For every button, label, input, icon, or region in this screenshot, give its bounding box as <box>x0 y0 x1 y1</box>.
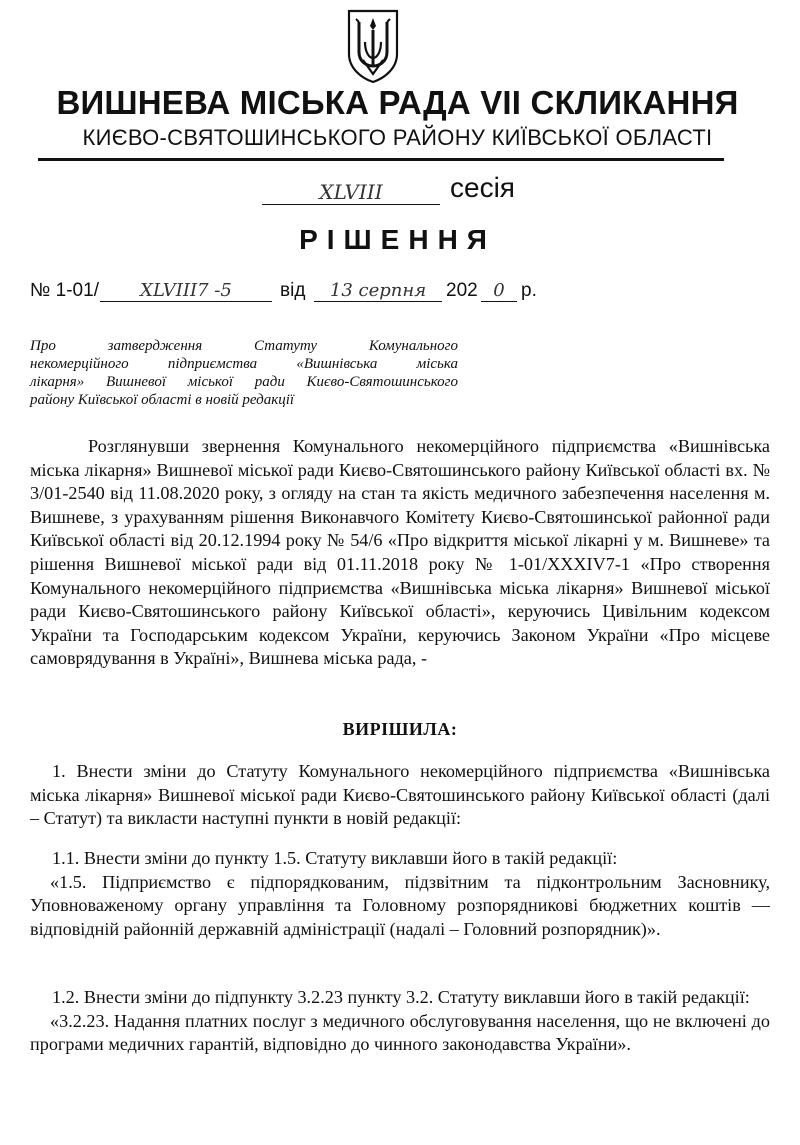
session-label: сесія <box>450 172 515 203</box>
item-1-2-text: 1.2. Внести зміни до підпункту 3.2.23 пункту 3.2. Статуту виклавши його в такій редакції: <box>52 987 750 1007</box>
decision-subject <box>30 337 458 409</box>
header-divider <box>38 158 724 161</box>
preamble <box>30 435 770 671</box>
subject-line: району Київської області в новій редакції <box>30 392 295 408</box>
session-number: XLVIII <box>262 180 440 205</box>
subject-line: некомерційного підприємства «Вишнівська міська <box>30 356 458 372</box>
year-prefix: 202 <box>446 280 478 301</box>
item-1-2 <box>30 986 770 1057</box>
decision-date: 13 серпня <box>314 280 442 302</box>
subject-line: лікарня» Вишневої міської ради Києво-Святошинського <box>30 374 458 390</box>
preamble-text: Розглянувши звернення Комунального некомерційного підприємства «Вишнівська міська лікарня» Вишневої міської ради Києво-Святошинського району Київської області вх. № 3/01-2540 від 11.08.2020 року, з огляду на стан та якість медичного забезпечення населення м. Вишневе, з урахуванням рішення Виконавчого Комітету Києво-Святошинської районної ради Київської області від 20.12.1994 року № 54/6 «Про відкриття міської лікарні у м. Вишневе» та рішення Вишневої міської ради від 01.11.2018 року № 1-01/XXXIV7-1 «Про створення Комунального некомерційного підприємства «Вишнівська міська лікарня» Вишневої міської ради Києво-Святошинського району Київської області», керуючись Цивільним кодексом України та Господарським кодексом України, керуючись Законом України «Про місцеве самоврядування в Україні», Вишнева міська рада, - <box>30 436 770 669</box>
subject-line: Про затвердження Статуту Комунального <box>30 338 458 354</box>
decision-number-line <box>30 280 770 310</box>
item-1-2-quote: «3.2.23. Надання платних послуг з медичного обслуговування населення, що не включені до програми медичних гарантій, відповідно до чинного законодавства України». <box>30 1010 770 1055</box>
trident-coat-of-arms-icon <box>345 8 401 84</box>
council-name: ВИШНЕВА МІСЬКА РАДА VII СКЛИКАННЯ <box>56 84 739 121</box>
number-prefix: № 1-01/ <box>30 280 99 301</box>
district-name: КИЄВО-СВЯТОШИНСЬКОГО РАЙОНУ КИЇВСЬКОЇ ОБЛАСТІ <box>82 125 713 150</box>
decision-number: XLVIII7 -5 <box>100 280 272 302</box>
item-1-1 <box>30 847 770 941</box>
item-1-1-quote: «1.5. Підприємство є підпорядкованим, підзвітним та підконтрольним Засновнику, Уповноваженому органу управління та Головному розпорядникові бюджетних коштів — відповідній районній державній адміністрації (надалі – Головний розпорядник)». <box>30 871 770 939</box>
from-label: від <box>280 280 306 301</box>
decision-year-digit: 0 <box>481 280 517 302</box>
resolved-heading: ВИРІШИЛА: <box>342 719 458 739</box>
item-1-1-text: 1.1. Внести зміни до пункту 1.5. Статуту виклавши його в такій редакції: <box>52 848 618 868</box>
item-1-text: 1. Внести зміни до Статуту Комунального некомерційного підприємства «Вишнівська міська лікарня» Вишневої міської ради Києво-Святошинського району Київської області (далі – Статут) та викласти наступні пункти в новій редакції: <box>30 761 770 829</box>
year-suffix: р. <box>521 280 537 301</box>
decision-title: РІШЕННЯ <box>299 224 496 255</box>
item-1 <box>30 760 770 831</box>
